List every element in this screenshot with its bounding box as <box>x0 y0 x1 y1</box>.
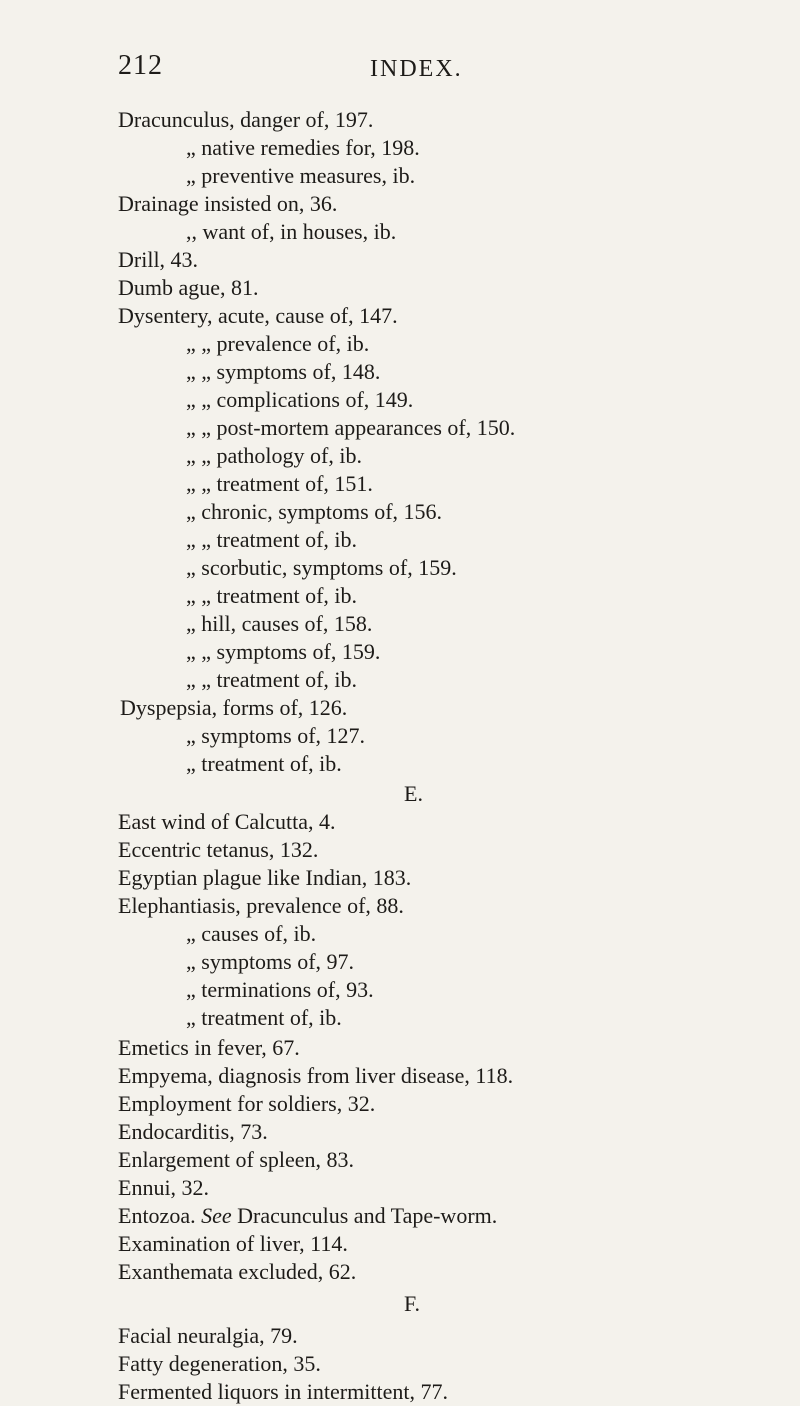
index-entry: Fatty degeneration, 35. <box>118 1351 321 1376</box>
index-entry: „ „ treatment of, ib. <box>186 667 358 692</box>
entry-text: Entozoa. <box>118 1203 202 1228</box>
index-entry: East wind of Calcutta, 4. <box>118 809 336 834</box>
index-entry: Empyema, diagnosis from liver disease, 118. <box>118 1063 514 1088</box>
index-entry: Ennui, 32. <box>118 1175 210 1200</box>
index-entry: „ „ pathology of, ib. <box>186 443 362 468</box>
index-entry: Endocarditis, 73. <box>118 1119 268 1144</box>
entry-text: Dracunculus and Tape-worm. <box>231 1203 498 1228</box>
index-entry: Employment for soldiers, 32. <box>118 1091 376 1116</box>
index-entry: „ „ symptoms of, 148. <box>186 359 381 384</box>
index-entry: Dumb ague, 81. <box>118 275 259 300</box>
index-entry: „ „ treatment of, 151. <box>186 471 373 496</box>
index-entry: „ causes of, ib. <box>186 921 317 946</box>
index-entry: „ preventive measures, ib. <box>186 163 416 188</box>
section-letter-e: E. <box>404 781 423 806</box>
index-entry: „ treatment of, ib. <box>186 1005 342 1030</box>
index-entry: Drill, 43. <box>118 247 199 272</box>
section-letter-f: F. <box>404 1291 420 1316</box>
page-header <box>118 50 718 90</box>
index-entry: Facial neuralgia, 79. <box>118 1323 298 1348</box>
index-entry: „ scorbutic, symptoms of, 159. <box>186 555 457 580</box>
index-entry: Egyptian plague like Indian, 183. <box>118 865 412 890</box>
page-title: INDEX. <box>370 56 463 82</box>
index-entry: Elephantiasis, prevalence of, 88. <box>118 893 404 918</box>
index-entry: Dracunculus, danger of, 197. <box>118 107 374 132</box>
index-entry: „ chronic, symptoms of, 156. <box>186 499 443 524</box>
index-entry: „ symptoms of, 127. <box>186 723 366 748</box>
index-entry: „ terminations of, 93. <box>186 977 374 1002</box>
index-entry: ,, want of, in houses, ib. <box>186 219 397 244</box>
page-number: 212 <box>118 50 163 81</box>
index-entry: „ native remedies for, 198. <box>186 135 420 160</box>
index-entry: Exanthemata excluded, 62. <box>118 1259 357 1284</box>
index-entry: Drainage insisted on, 36. <box>118 191 338 216</box>
index-entry: „ „ prevalence of, ib. <box>186 331 370 356</box>
index-entry: Examination of liver, 114. <box>118 1231 348 1256</box>
index-entry: „ „ treatment of, ib. <box>186 527 358 552</box>
index-entry: „ „ treatment of, ib. <box>186 583 358 608</box>
index-entry: Dyspepsia, forms of, 126. <box>120 695 348 720</box>
index-entry: Enlargement of spleen, 83. <box>118 1147 355 1172</box>
index-entry: Emetics in fever, 67. <box>118 1035 300 1060</box>
see-reference: See <box>201 1203 232 1228</box>
index-entry: „ „ symptoms of, 159. <box>186 639 381 664</box>
index-entry: „ hill, causes of, 158. <box>186 611 373 636</box>
index-entry <box>118 1202 497 1230</box>
index-entry: „ treatment of, ib. <box>186 751 342 776</box>
index-entry: „ symptoms of, 97. <box>186 949 355 974</box>
index-entry: Dysentery, acute, cause of, 147. <box>118 303 398 328</box>
index-entry: „ „ complications of, 149. <box>186 387 414 412</box>
index-entry: Fermented liquors in intermittent, 77. <box>118 1379 448 1404</box>
index-entry: „ „ post-mortem appearances of, 150. <box>186 415 516 440</box>
index-entry: Eccentric tetanus, 132. <box>118 837 319 862</box>
